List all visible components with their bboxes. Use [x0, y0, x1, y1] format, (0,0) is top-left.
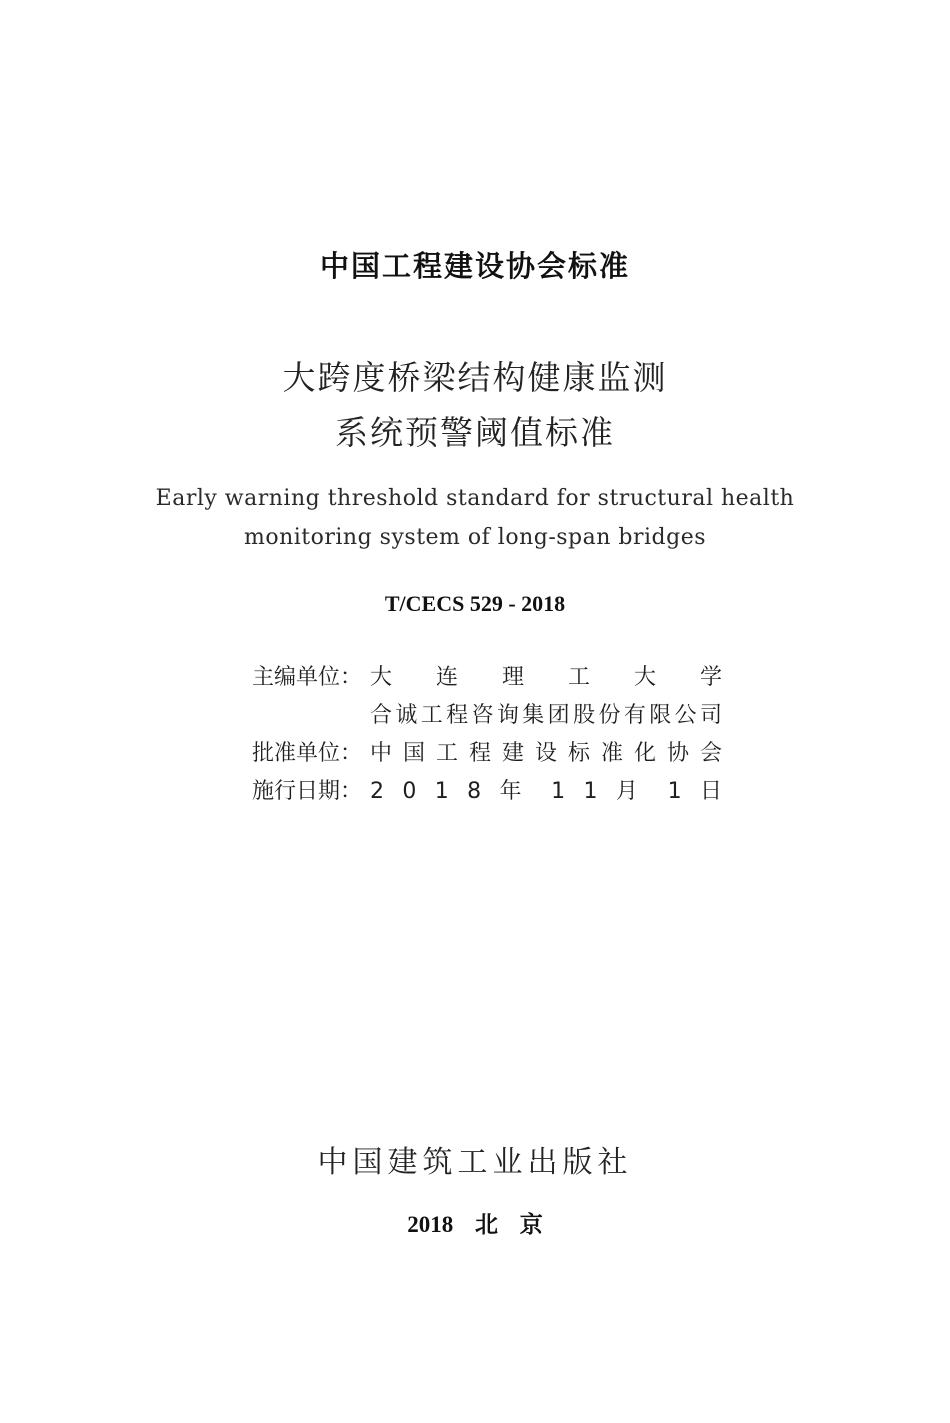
chinese-title-line-1: 大跨度桥梁结构健康监测 — [282, 358, 668, 397]
english-title-line-1: Early warning threshold standard for structural health — [155, 486, 795, 511]
editor-row — [252, 660, 722, 691]
approver-row — [252, 736, 722, 767]
editor-label: 主编单位： — [252, 665, 363, 690]
organization-heading: 中国工程建设协会标准 — [319, 249, 630, 283]
effective-date-label: 施行日期： — [252, 779, 363, 804]
effective-date-row — [252, 774, 722, 805]
publisher: 中国建筑工业出版社 — [317, 1145, 633, 1180]
chinese-title-line-2: 系统预警阈值标准 — [335, 413, 615, 452]
english-title-line-2: monitoring system of long-span bridges — [243, 525, 707, 550]
editor-value-2: 合诚工程咨询集团股份有限公司 — [370, 703, 722, 728]
standard-code: T/CECS 529 - 2018 — [384, 591, 566, 616]
publication-place-year: 2018 北 京 — [407, 1212, 543, 1237]
editor-row-2 — [252, 698, 722, 729]
approver-value: 中国工程建设标准化协会 — [370, 741, 722, 766]
effective-date-value: 2 0 1 8 年 1 1 月 1 日 — [370, 779, 722, 804]
approver-label: 批准单位： — [252, 741, 363, 766]
editor-value-1: 大 连 理 工 大 学 — [370, 665, 722, 690]
